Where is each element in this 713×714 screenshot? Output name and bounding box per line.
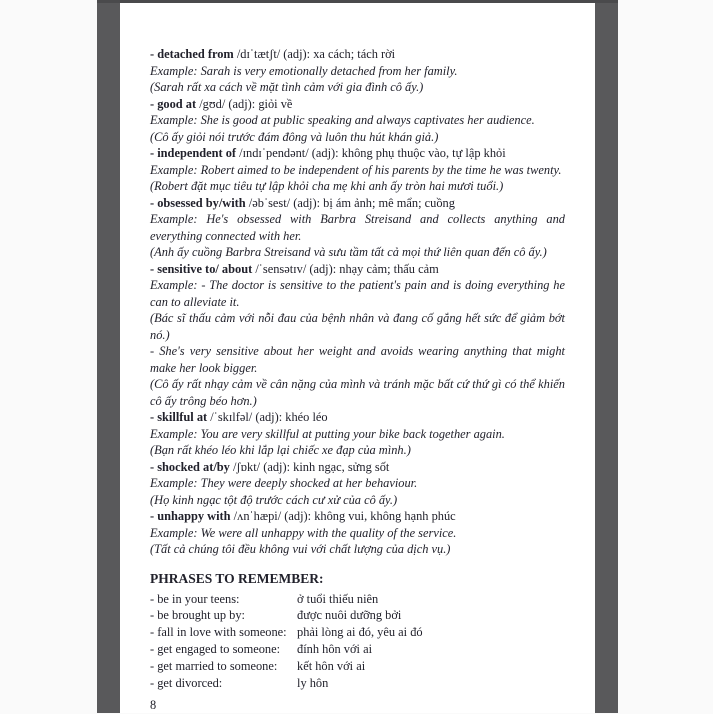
- page-content: [150, 46, 565, 714]
- example-sentence: Example: You are very skillful at putting your bike back together again.: [150, 426, 505, 441]
- vocab-definition: /gʊd/ (adj): giỏi về: [196, 96, 293, 111]
- vocab-term: - skillful at: [150, 410, 208, 424]
- vietnamese-translation: (Anh ấy cuồng Barbra Streisand và sưu tầm tất cả mọi thứ liên quan đến cô ấy.): [150, 245, 547, 259]
- phrase-vietnamese: phải lòng ai đó, yêu ai đó: [297, 625, 423, 640]
- vocab-term: - unhappy with: [150, 509, 231, 523]
- example-sentence: Example: We were all unhappy with the quality of the service.: [150, 525, 457, 540]
- vocab-term: - detached from: [150, 47, 234, 61]
- page-left-border: [97, 0, 120, 713]
- vocab-definition: /ˈskɪlfəl/ (adj): khéo léo: [207, 410, 328, 424]
- phrase-row: [150, 675, 565, 692]
- phrase-vietnamese: ở tuổi thiếu niên: [297, 591, 379, 606]
- vocab-term-line: [150, 145, 565, 162]
- example-sentence: Example: Robert aimed to be independent of his parents by the time he was twenty.: [150, 162, 562, 177]
- phrase-row: [150, 607, 565, 624]
- vocab-definition: /ʃɒkt/ (adj): kinh ngạc, sửng sốt: [229, 459, 390, 474]
- vocab-term-line: [150, 195, 565, 212]
- phrase-row: [150, 658, 565, 675]
- phrase-english: - get divorced:: [150, 676, 223, 691]
- vocab-definition: /ˈsensətɪv/ (adj): nhạy cảm; thấu cảm: [252, 261, 439, 276]
- phrases-section: [150, 570, 565, 692]
- vietnamese-translation: (Tất cả chúng tôi đều không vui với chất lượng của dịch vụ.): [150, 542, 451, 556]
- example-sentence: Example: Sarah is very emotionally detached from her family.: [150, 63, 458, 78]
- vocabulary-list: [150, 46, 565, 558]
- vocab-definition: /dɪˈtætʃt/ (adj): xa cách; tách rời: [233, 47, 396, 61]
- vocab-term: - good at: [150, 96, 197, 111]
- phrase-vietnamese: được nuôi dưỡng bởi: [297, 608, 402, 623]
- phrase-list: [150, 591, 565, 692]
- vocab-entry: [150, 261, 565, 410]
- vocab-definition: /əbˈsest/ (adj): bị ám ảnh; mê mẩn; cuồng: [245, 195, 455, 210]
- page-right-border: [595, 0, 618, 713]
- vocab-term: - independent of: [150, 146, 237, 160]
- vocab-entry: [150, 145, 565, 195]
- phrase-vietnamese: kết hôn với ai: [297, 659, 366, 674]
- vietnamese-translation: (Cô ấy giỏi nói trước đám đông và luôn thu hút khán giả.): [150, 129, 439, 144]
- vocab-term: - sensitive to/ about: [150, 261, 253, 276]
- vocab-term-line: [150, 46, 565, 63]
- vocab-entry: [150, 195, 565, 261]
- vietnamese-translation: (Họ kinh ngạc tột độ trước cách cư xử của cô ấy.): [150, 492, 398, 507]
- vocab-entry: [150, 508, 565, 558]
- example-sentence: Example: He's obsessed with Barbra Streisand and collects anything and everything connected with her.: [150, 212, 565, 243]
- phrase-row: [150, 641, 565, 658]
- phrases-heading: PHRASES TO REMEMBER:: [150, 570, 324, 586]
- vocab-term: - shocked at/by: [150, 459, 230, 474]
- vietnamese-translation: (Bạn rất khéo léo khi lắp lại chiếc xe đạp của mình.): [150, 443, 411, 457]
- document-page: [120, 3, 595, 713]
- vietnamese-translation: (Sarah rất xa cách về mặt tình cảm với gia đình cô ấy.): [150, 80, 424, 94]
- vietnamese-translation: (Cô ấy rất nhạy cảm về cân nặng của mình và tránh mặc bất cứ thứ gì có thể khiến cô ấy trông béo hơn.): [150, 377, 565, 408]
- phrase-english: - get engaged to someone:: [150, 642, 281, 657]
- vocab-definition: /ɪndɪˈpendənt/ (adj): không phụ thuộc vào, tự lập khỏi: [236, 146, 506, 160]
- vocab-term: - obsessed by/with: [150, 195, 246, 210]
- vocab-entry: [150, 46, 565, 96]
- vocab-entry: [150, 96, 565, 146]
- example-sentence: - She's very sensitive about her weight and avoids wearing anything that might make her look bigger.: [150, 344, 565, 375]
- phrase-english: - fall in love with someone:: [150, 625, 287, 640]
- example-sentence: Example: She is good at public speaking and always captivates her audience.: [150, 113, 535, 127]
- example-sentence: Example: They were deeply shocked at her behaviour.: [150, 476, 418, 490]
- page-number: 8: [150, 697, 157, 712]
- phrase-vietnamese: ly hôn: [297, 676, 329, 691]
- vocab-term-line: [150, 508, 565, 525]
- vocab-term-line: [150, 96, 565, 113]
- example-sentence: Example: - The doctor is sensitive to the patient's pain and is doing everything he can to alleviate it.: [150, 278, 565, 309]
- phrase-english: - get married to someone:: [150, 659, 278, 674]
- phrase-english: - be in your teens:: [150, 591, 240, 606]
- vocab-term-line: [150, 409, 565, 426]
- vocab-entry: [150, 409, 565, 459]
- vietnamese-translation: (Robert đặt mục tiêu tự lập khỏi cha mẹ khi anh ấy tròn hai mươi tuổi.): [150, 179, 504, 193]
- phrase-english: - be brought up by:: [150, 608, 245, 623]
- phrase-vietnamese: đính hôn với ai: [297, 642, 373, 657]
- vocab-term-line: [150, 261, 565, 278]
- phrase-row: [150, 591, 565, 608]
- vocab-definition: /ʌnˈhæpi/ (adj): không vui, không hạnh phúc: [230, 509, 456, 523]
- vocab-entry: [150, 459, 565, 509]
- vocab-term-line: [150, 459, 565, 476]
- vietnamese-translation: (Bác sĩ thấu cảm với nỗi đau của bệnh nhân và đang cố gắng hết sức để giảm bớt nó.): [150, 311, 565, 342]
- phrase-row: [150, 624, 565, 641]
